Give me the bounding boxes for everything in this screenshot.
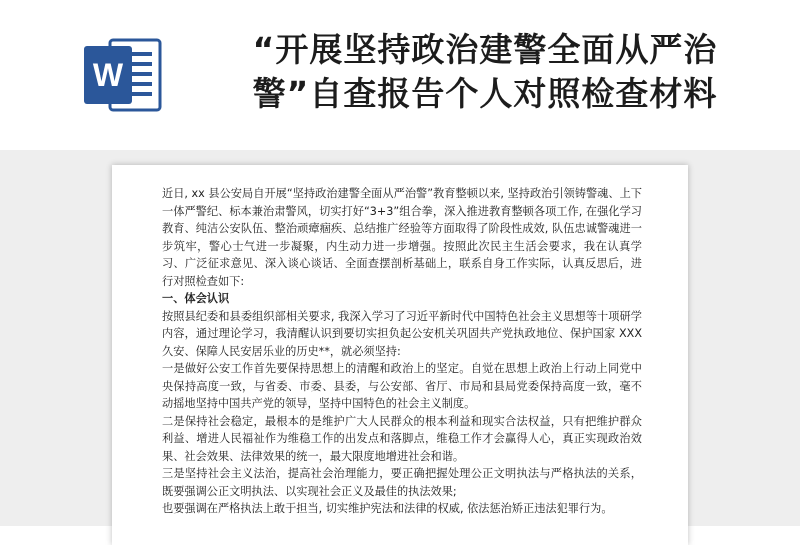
paragraph: 按照县纪委和县委组织部相关要求, 我深入学习了习近平新时代中国特色社会主义思想等十项研学内容，通过理论学习，我清醒认识到要切实担负起公安机关巩固共产党执政地位、保护国家 XXX 久安、保障人民安居乐业的历史**，就必须坚持: [162,309,642,358]
title-line-1: “开展坚持政治建警全面从严治 [252,30,718,69]
svg-text:W: W [92,57,124,93]
paragraph: 二是保持社会稳定，最根本的是维护广大人民群众的根本利益和现实合法权益，只有把维护群众利益、增进人民福祉作为维稳工作的出发点和落脚点，维稳工作才会赢得人心，真正实现政治效果、社会效果、法律效果的统一，最大限度地增进社会和谐。 [162,414,642,463]
section-heading: 一、体会认识 [162,292,230,305]
paragraph: 一是做好公安工作首先要保持思想上的清醒和政治上的坚定。自觉在思想上政治上行动上同党中央保持高度一致，与省委、市委、县委，与公安部、省厅、市局和县局党委保持高度一致，毫不动摇地坚持中国共产党的领导，坚持中国特色的社会主义制度。 [162,362,642,410]
paragraph: 也要强调在严格执法上敢于担当, 切实维护宪法和法律的权威, 依法惩治矫正违法犯罪行为。 [162,502,613,515]
document-title [190,28,780,116]
paragraph-intro: 近日, xx 县公安局自开展“坚持政治建警全面从严治警”教育整顿以来, 坚持政治引领铸警魂、上下一体严警纪、标本兼治肃警风，切实打好“3+3”组合拳，深入推进教育整顿各项工作, 在强化学习教育、纯洁公安队伍、整治顽瘴痼疾、总结推广经验等方面取得了阶段性成效, 队伍忠诚警魂进一步筑牢，警心士气进一步凝聚，内生动力进一步增强。按照此次民主生活会要求，我在认真学习、广泛征求意见、深入谈心谈话、全面查摆剖析基础上，联系自身工作实际，认真反思后，进行对照检查如下: [162,187,642,288]
document-body [162,185,642,518]
word-icon [80,32,166,118]
document-page [112,165,688,545]
title-line-2: 警”自查报告个人对照检查材料 [252,74,718,113]
paragraph: 三是坚持社会主义法治，提高社会治理能力，要正确把握处理公正文明执法与严格执法的关系，既要强调公正文明执法、以实现社会正义及最佳的执法效果; [162,467,642,498]
